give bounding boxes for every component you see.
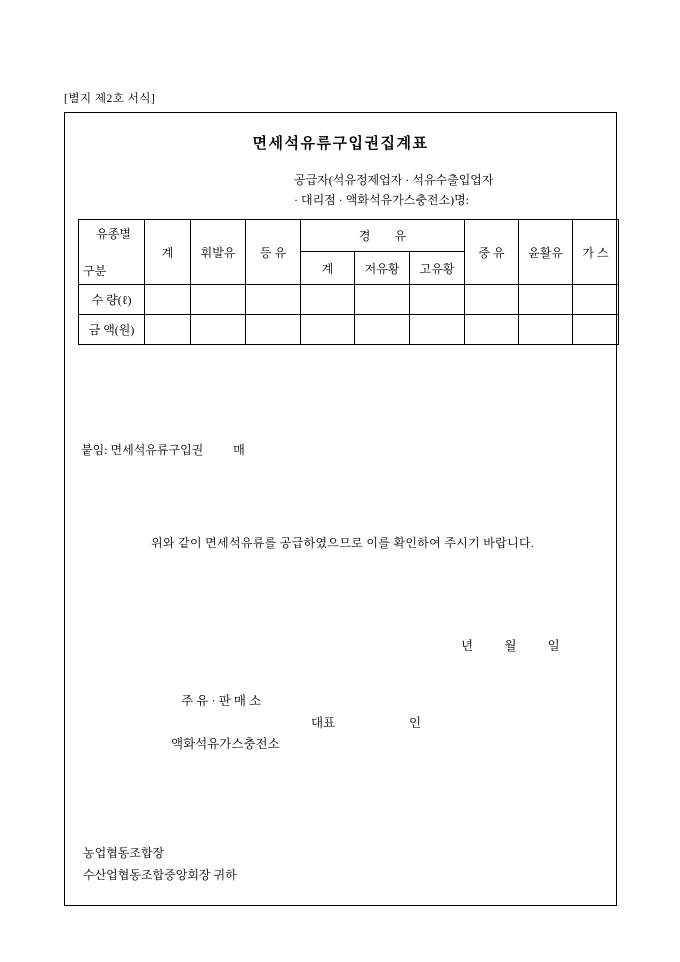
representative-label: 대표 <box>311 716 336 730</box>
recipient-line-1: 농업협동조합장 <box>83 846 165 860</box>
header-cell-diesel-group: 경 유 <box>301 220 465 252</box>
date-line: 년 월 일 <box>461 639 560 653</box>
supplier-label <box>294 170 493 210</box>
supplier-line-2: · 대리점 · 액화석유가스충전소)명: <box>294 193 470 207</box>
table-cell-empty <box>246 315 301 345</box>
table-cell-empty <box>410 285 465 315</box>
table-cell-empty <box>355 315 410 345</box>
table-cell-empty <box>301 285 355 315</box>
corner-label-division: 구분 <box>83 263 107 278</box>
header-cell-category-corner <box>79 220 145 285</box>
table-cell-empty <box>519 315 573 345</box>
supplier-line-1: 공급자(석유정제업자 · 석유수출입업자 <box>294 173 494 187</box>
seal-label: 인 <box>409 716 422 730</box>
table-cell-empty <box>191 285 246 315</box>
table-cell-empty <box>246 285 301 315</box>
form-title: 면세석유류구입권집계표 <box>252 136 429 152</box>
header-cell-gasoline: 휘발유 <box>191 220 246 285</box>
table-cell-empty <box>573 315 619 345</box>
header-cell-diesel-total: 계 <box>301 252 355 285</box>
summary-table <box>78 219 619 345</box>
row-header-amount: 금 액(원) <box>79 315 145 345</box>
station-type-line-1: 주 유 · 판 매 소 <box>181 694 262 708</box>
header-cell-total: 계 <box>145 220 191 285</box>
table-cell-empty <box>145 285 191 315</box>
form-number-label: [별지 제2호 서식] <box>64 93 156 105</box>
table-cell-empty <box>191 315 246 345</box>
header-cell-heavy-oil: 중 유 <box>465 220 519 285</box>
header-cell-kerosene: 등 유 <box>246 220 301 285</box>
header-cell-lubricant: 윤활유 <box>519 220 573 285</box>
confirmation-statement: 위와 같이 면세석유류를 공급하였으므로 이를 확인하여 주시기 바랍니다. <box>151 536 535 550</box>
table-cell-empty <box>145 315 191 345</box>
recipient-line-2: 수산업협동조합중앙회장 귀하 <box>83 868 237 882</box>
header-cell-diesel-low-sulfur: 저유황 <box>355 252 410 285</box>
header-cell-diesel-high-sulfur: 고유황 <box>410 252 465 285</box>
table-cell-empty <box>410 315 465 345</box>
table-cell-empty <box>465 285 519 315</box>
attachment-note: 붙임: 면세석유류구입권 매 <box>81 443 245 457</box>
row-header-quantity: 수 량(ℓ) <box>79 285 145 315</box>
table-cell-empty <box>573 285 619 315</box>
corner-label-fuel-type: 유종별 <box>96 226 131 241</box>
table-cell-empty <box>355 285 410 315</box>
table-cell-empty <box>519 285 573 315</box>
form-border-box <box>64 112 617 906</box>
table-cell-empty <box>465 315 519 345</box>
table-cell-empty <box>301 315 355 345</box>
header-cell-gas: 가 스 <box>573 220 619 285</box>
station-type-line-2: 액화석유가스충전소 <box>171 737 280 751</box>
